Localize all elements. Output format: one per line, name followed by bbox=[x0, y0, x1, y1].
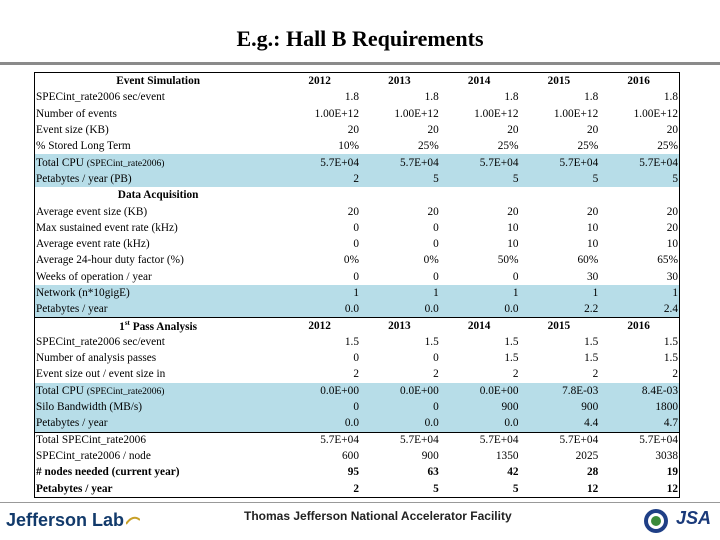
row-label: Total CPU (SPECint_rate2006) bbox=[36, 156, 165, 169]
cell-2013: 1.00E+12 bbox=[394, 107, 439, 120]
table-row bbox=[35, 106, 679, 122]
row-label: Petabytes / year (PB) bbox=[36, 172, 132, 185]
cell-2016: 30 bbox=[666, 270, 678, 283]
cell-2016: 20 bbox=[666, 221, 678, 234]
row-label: Average event rate (kHz) bbox=[36, 238, 150, 251]
cell-2015: 1.5 bbox=[584, 335, 599, 348]
cell-2014: 1350 bbox=[495, 449, 519, 462]
cell-2016: 8.4E-03 bbox=[641, 384, 678, 397]
cell-2013: 0 bbox=[433, 352, 439, 365]
cell-2012: 5.7E+04 bbox=[320, 156, 359, 169]
cell-2016: 19 bbox=[666, 466, 678, 479]
cell-2015: 2015 bbox=[547, 75, 571, 88]
cell-2014: 5 bbox=[512, 172, 519, 185]
cell-2015: 4.4 bbox=[584, 417, 599, 430]
cell-2012: 0.0 bbox=[344, 417, 359, 430]
jefferson-lab-logo bbox=[6, 510, 140, 531]
cell-2012: 20 bbox=[347, 205, 359, 218]
cell-2016: 1.5 bbox=[663, 335, 678, 348]
facility-name: Thomas Jefferson National Accelerator Facility bbox=[244, 509, 512, 523]
cell-2014: 1.5 bbox=[504, 335, 519, 348]
table-row bbox=[35, 89, 679, 105]
cell-2012: 0 bbox=[353, 270, 359, 283]
cell-2016: 65% bbox=[657, 254, 678, 267]
cell-2014: 20 bbox=[507, 124, 519, 137]
cell-2015: 25% bbox=[577, 140, 599, 153]
cell-2016: 3038 bbox=[655, 449, 678, 462]
cell-2016: 5.7E+04 bbox=[639, 434, 678, 447]
cell-2016: 12 bbox=[666, 482, 678, 495]
cell-2012: 0.0E+00 bbox=[320, 384, 359, 397]
cell-2012: 1.00E+12 bbox=[314, 107, 359, 120]
cell-2016: 5 bbox=[672, 172, 678, 185]
cell-2015: 2 bbox=[592, 368, 599, 381]
section-header-row bbox=[35, 317, 679, 333]
cell-2016: 25% bbox=[657, 140, 678, 153]
table-row bbox=[35, 334, 679, 350]
cell-2014: 1.8 bbox=[504, 91, 519, 104]
cell-2015: 1 bbox=[592, 287, 599, 299]
cell-2014: 0.0E+00 bbox=[479, 384, 519, 397]
cell-2013: 25% bbox=[418, 140, 439, 153]
cell-2013: 0 bbox=[433, 401, 439, 414]
cell-2013: 1.5 bbox=[424, 335, 439, 348]
table-row bbox=[35, 366, 679, 382]
cell-2012: 0 bbox=[353, 401, 359, 414]
cell-2014: 10 bbox=[507, 238, 519, 251]
cell-2016: 20 bbox=[666, 124, 678, 137]
cell-2014: 1.00E+12 bbox=[474, 107, 519, 120]
cell-2015: 7.8E-03 bbox=[562, 384, 599, 397]
cell-2015: 20 bbox=[586, 124, 599, 137]
cell-2012: 5.7E+04 bbox=[320, 434, 359, 447]
table-row bbox=[35, 399, 679, 415]
row-label: Average 24-hour duty factor (%) bbox=[36, 254, 184, 267]
cell-2012: 2 bbox=[353, 368, 359, 381]
row-label: Event size out / event size in bbox=[36, 368, 166, 381]
table-row bbox=[35, 480, 679, 496]
cell-2012: 95 bbox=[347, 466, 359, 479]
slide-title: E.g.: Hall B Requirements bbox=[236, 26, 484, 51]
cell-2012: 0 bbox=[353, 221, 359, 234]
row-label: Max sustained event rate (kHz) bbox=[36, 221, 178, 234]
table-row bbox=[35, 415, 679, 431]
cell-2013: 5 bbox=[433, 172, 439, 185]
cell-2012: 0 bbox=[353, 238, 359, 251]
cell-2015: 2.2 bbox=[584, 303, 599, 316]
table-row bbox=[35, 432, 679, 448]
cell-2015: 5.7E+04 bbox=[559, 434, 599, 447]
cell-2014: 1 bbox=[512, 287, 519, 299]
row-label: Network (n*10gigE) bbox=[36, 287, 130, 299]
row-label: SPECint_rate2006 sec/event bbox=[36, 91, 165, 104]
cell-2014: 20 bbox=[507, 205, 519, 218]
cell-2014: 0.0 bbox=[504, 303, 519, 316]
cell-2012: 1.5 bbox=[344, 335, 359, 348]
row-label: Petabytes / year bbox=[36, 303, 108, 316]
cell-2012: 0.0 bbox=[344, 303, 359, 316]
jsa-logo: JSA bbox=[676, 508, 712, 528]
cell-2013: 0.0 bbox=[424, 303, 439, 316]
table-row bbox=[35, 220, 679, 236]
cell-2015: 10 bbox=[586, 221, 599, 234]
cell-2014: 2014 bbox=[467, 75, 491, 88]
cell-2012: 20 bbox=[347, 124, 359, 137]
cell-2015: 5.7E+04 bbox=[559, 156, 599, 169]
cell-2012: 2012 bbox=[308, 320, 331, 333]
cell-2012: 600 bbox=[342, 449, 359, 462]
title-divider bbox=[0, 62, 720, 65]
cell-2013: 0% bbox=[423, 254, 439, 267]
cell-2013: 0.0E+00 bbox=[400, 384, 439, 397]
row-label: 1st Pass Analysis bbox=[119, 319, 198, 333]
cell-2012: 0 bbox=[353, 352, 359, 365]
cell-2016: 1 bbox=[672, 287, 678, 299]
cell-2014: 5.7E+04 bbox=[479, 156, 519, 169]
row-label: % Stored Long Term bbox=[36, 140, 131, 153]
row-label: Data Acquisition bbox=[117, 189, 199, 202]
row-label: SPECint_rate2006 / node bbox=[36, 449, 151, 462]
row-label: Number of analysis passes bbox=[36, 352, 157, 365]
cell-2015: 1.8 bbox=[584, 91, 599, 104]
table-row bbox=[35, 154, 679, 170]
footer-divider bbox=[0, 502, 720, 503]
cell-2013: 0 bbox=[433, 270, 439, 283]
table-row bbox=[35, 122, 679, 138]
cell-2015: 20 bbox=[586, 205, 599, 218]
table-row bbox=[35, 383, 679, 399]
cell-2013: 0.0 bbox=[424, 417, 439, 430]
cell-2014: 42 bbox=[507, 466, 519, 479]
cell-2015: 28 bbox=[586, 466, 599, 479]
cell-2015: 30 bbox=[586, 270, 599, 283]
row-label: Total SPECint_rate2006 bbox=[36, 434, 146, 447]
table-row bbox=[35, 448, 679, 464]
cell-2013: 20 bbox=[427, 205, 439, 218]
cell-2016: 1.00E+12 bbox=[633, 107, 678, 120]
cell-2013: 63 bbox=[427, 466, 439, 479]
cell-2013: 2 bbox=[433, 368, 439, 381]
row-label: Total CPU (SPECint_rate2006) bbox=[36, 384, 165, 397]
cell-2013: 0 bbox=[433, 238, 439, 251]
cell-2014: 1.5 bbox=[504, 352, 519, 365]
cell-2016: 2 bbox=[672, 368, 678, 381]
section-header-row bbox=[35, 187, 679, 203]
cell-2016: 20 bbox=[666, 205, 678, 218]
table-row bbox=[35, 464, 679, 480]
cell-2014: 5.7E+04 bbox=[479, 434, 519, 447]
cell-2013: 1 bbox=[433, 287, 439, 299]
cell-2013: 2013 bbox=[388, 75, 411, 88]
cell-2013: 1.8 bbox=[424, 91, 439, 104]
table-row bbox=[35, 252, 679, 268]
cell-2013: 0 bbox=[433, 221, 439, 234]
logo-swoosh-icon bbox=[126, 516, 140, 526]
cell-2016: 1.5 bbox=[663, 352, 678, 365]
table-row bbox=[35, 269, 679, 285]
cell-2013: 5 bbox=[433, 482, 439, 495]
cell-2015: 5 bbox=[592, 172, 599, 185]
row-label: # nodes needed (current year) bbox=[36, 466, 180, 479]
cell-2016: 5.7E+04 bbox=[639, 156, 678, 169]
table-row bbox=[35, 236, 679, 252]
cell-2012: 1.8 bbox=[344, 91, 359, 104]
cell-2015: 900 bbox=[581, 401, 599, 414]
cell-2016: 1800 bbox=[655, 401, 678, 414]
cell-2014: 25% bbox=[497, 140, 519, 153]
cell-2015: 2025 bbox=[575, 449, 599, 462]
cell-2013: 900 bbox=[421, 449, 439, 462]
cell-2016: 2016 bbox=[627, 320, 650, 333]
cell-2013: 20 bbox=[427, 124, 439, 137]
cell-2014: 50% bbox=[497, 254, 519, 267]
cell-2015: 60% bbox=[577, 254, 599, 267]
cell-2013: 2013 bbox=[388, 320, 411, 333]
row-label: Number of events bbox=[36, 107, 117, 120]
row-label: Average event size (KB) bbox=[36, 205, 148, 218]
row-label: Event size (KB) bbox=[36, 124, 109, 137]
cell-2012: 10% bbox=[338, 140, 359, 153]
row-label: Silo Bandwidth (MB/s) bbox=[36, 401, 143, 414]
cell-2012: 2012 bbox=[308, 75, 331, 88]
cell-2013: 5.7E+04 bbox=[400, 434, 439, 447]
cell-2014: 5 bbox=[512, 482, 519, 495]
footer bbox=[0, 504, 720, 540]
table-row bbox=[35, 203, 679, 219]
cell-2013: 5.7E+04 bbox=[400, 156, 439, 169]
requirements-table bbox=[34, 72, 680, 498]
cell-2014: 2 bbox=[512, 368, 519, 381]
table-row bbox=[35, 138, 679, 154]
table-row bbox=[35, 350, 679, 366]
row-label: Event Simulation bbox=[116, 75, 201, 88]
cell-2016: 2016 bbox=[627, 75, 650, 88]
cell-2015: 12 bbox=[586, 482, 599, 495]
row-label: Weeks of operation / year bbox=[36, 270, 152, 283]
cell-2012: 2 bbox=[353, 172, 359, 185]
table-row bbox=[35, 301, 679, 317]
section-header-row bbox=[35, 73, 679, 89]
row-label: SPECint_rate2006 sec/event bbox=[36, 335, 165, 348]
cell-2016: 2.4 bbox=[663, 303, 678, 316]
cell-2015: 10 bbox=[586, 238, 599, 251]
row-label: Petabytes / year bbox=[36, 417, 108, 430]
cell-2016: 4.7 bbox=[663, 417, 678, 430]
table-row bbox=[35, 285, 679, 301]
cell-2014: 900 bbox=[501, 401, 519, 414]
cell-2015: 2015 bbox=[547, 320, 571, 333]
cell-2015: 1.00E+12 bbox=[553, 107, 599, 120]
doe-seal-icon bbox=[643, 508, 669, 534]
cell-2014: 0.0 bbox=[504, 417, 519, 430]
cell-2012: 2 bbox=[353, 482, 359, 495]
cell-2012: 1 bbox=[353, 287, 359, 299]
cell-2014: 2014 bbox=[467, 320, 491, 333]
cell-2016: 1.8 bbox=[663, 91, 678, 104]
cell-2016: 10 bbox=[666, 238, 678, 251]
cell-2014: 10 bbox=[507, 221, 519, 234]
cell-2012: 0% bbox=[343, 254, 359, 267]
cell-2014: 0 bbox=[512, 270, 519, 283]
logo-text: Jefferson Lab bbox=[6, 510, 125, 530]
row-label: Petabytes / year bbox=[36, 482, 113, 495]
cell-2015: 1.5 bbox=[584, 352, 599, 365]
table-row bbox=[35, 171, 679, 187]
